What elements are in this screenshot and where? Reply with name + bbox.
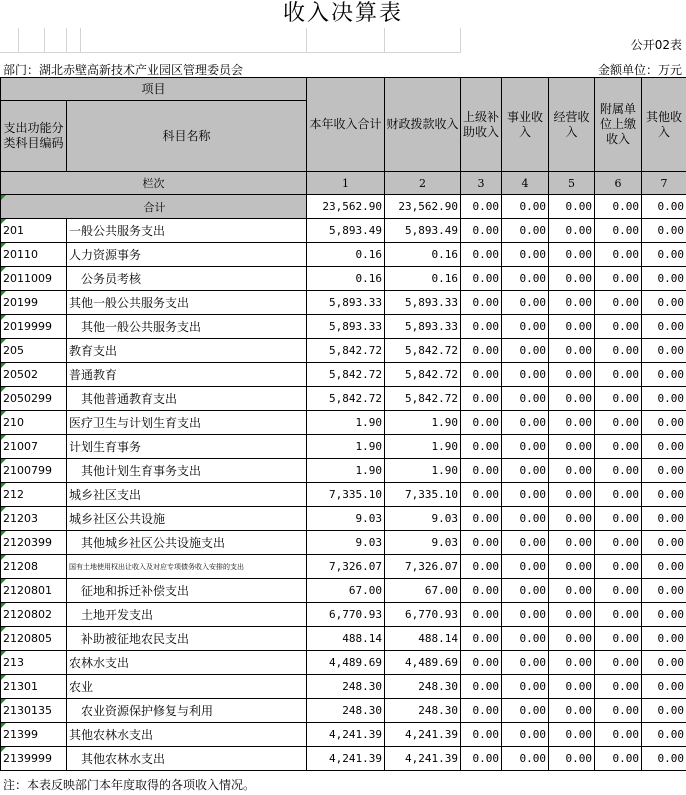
row-value: 0.00 <box>549 579 595 603</box>
row-name: 农业 <box>67 675 307 699</box>
row-value: 0.00 <box>461 483 502 507</box>
row-value: 0.00 <box>549 699 595 723</box>
row-value: 1.90 <box>385 435 461 459</box>
grid-cell <box>66 28 81 53</box>
row-value: 0.00 <box>549 387 595 411</box>
row-value: 0.00 <box>461 387 502 411</box>
table-row <box>1 675 686 699</box>
row-value: 0.00 <box>549 675 595 699</box>
row-value: 0.00 <box>595 219 642 243</box>
row-value: 0.00 <box>595 579 642 603</box>
row-value: 5,893.49 <box>307 219 385 243</box>
row-value: 0.00 <box>502 315 549 339</box>
row-name: 其他农林水支出 <box>67 723 307 747</box>
row-code: 20502 <box>1 363 67 387</box>
row-value: 5,893.33 <box>307 315 385 339</box>
row-value: 0.00 <box>595 411 642 435</box>
table-row <box>1 387 686 411</box>
header-col5: 经营收入 <box>549 78 595 172</box>
row-value: 0.00 <box>642 747 686 771</box>
row-value: 0.00 <box>549 411 595 435</box>
grid-cell <box>44 28 67 53</box>
row-value: 0.00 <box>549 555 595 579</box>
row-value: 0.00 <box>461 747 502 771</box>
row-value: 0.00 <box>595 699 642 723</box>
row-value: 5,842.72 <box>307 363 385 387</box>
row-name: 征地和拆迁补偿支出 <box>67 579 307 603</box>
row-code: 2139999 <box>1 747 67 771</box>
row-code: 2120801 <box>1 579 67 603</box>
row-name: 一般公共服务支出 <box>67 219 307 243</box>
row-value: 0.00 <box>642 507 686 531</box>
row-code: 2019999 <box>1 315 67 339</box>
table-row <box>1 435 686 459</box>
table-row <box>1 699 686 723</box>
col-number: 6 <box>595 172 642 195</box>
row-value: 0.00 <box>595 315 642 339</box>
row-value: 0.00 <box>595 291 642 315</box>
row-value: 0.00 <box>595 675 642 699</box>
row-code: 2100799 <box>1 459 67 483</box>
row-value: 0.00 <box>502 699 549 723</box>
row-value: 1.90 <box>385 459 461 483</box>
row-value: 0.00 <box>595 555 642 579</box>
row-code: 20110 <box>1 243 67 267</box>
total-value: 0.00 <box>549 195 595 219</box>
row-name: 农林水支出 <box>67 651 307 675</box>
row-value: 0.00 <box>461 555 502 579</box>
table-row <box>1 507 686 531</box>
table-row <box>1 459 686 483</box>
row-value: 0.00 <box>461 459 502 483</box>
row-name: 其他计划生育事务支出 <box>67 459 307 483</box>
row-value: 9.03 <box>385 531 461 555</box>
header-lanci: 栏次 <box>1 172 307 195</box>
row-value: 67.00 <box>307 579 385 603</box>
row-value: 7,335.10 <box>385 483 461 507</box>
total-value: 0.00 <box>595 195 642 219</box>
row-name: 补助被征地农民支出 <box>67 627 307 651</box>
row-value: 0.00 <box>461 363 502 387</box>
row-value: 0.16 <box>307 243 385 267</box>
row-name: 土地开发支出 <box>67 603 307 627</box>
row-value: 1.90 <box>307 459 385 483</box>
row-name: 其他一般公共服务支出 <box>67 315 307 339</box>
row-name: 城乡社区公共设施 <box>67 507 307 531</box>
row-code: 2120399 <box>1 531 67 555</box>
row-value: 0.00 <box>502 363 549 387</box>
row-value: 9.03 <box>385 507 461 531</box>
row-name: 计划生育事务 <box>67 435 307 459</box>
row-value: 4,241.39 <box>307 723 385 747</box>
row-value: 0.00 <box>642 555 686 579</box>
row-value: 5,893.33 <box>385 291 461 315</box>
row-value: 0.00 <box>461 411 502 435</box>
row-value: 488.14 <box>307 627 385 651</box>
row-name: 其他农林水支出 <box>67 747 307 771</box>
table-row <box>1 363 686 387</box>
table-row <box>1 219 686 243</box>
row-value: 0.00 <box>595 363 642 387</box>
total-value: 23,562.90 <box>307 195 385 219</box>
row-value: 7,335.10 <box>307 483 385 507</box>
row-value: 0.00 <box>642 459 686 483</box>
total-label: 合计 <box>1 195 307 219</box>
row-value: 0.00 <box>502 411 549 435</box>
header-item: 项目 <box>1 78 307 101</box>
row-value: 0.00 <box>595 507 642 531</box>
row-value: 0.00 <box>461 651 502 675</box>
row-value: 0.00 <box>595 435 642 459</box>
table-row <box>1 315 686 339</box>
row-value: 0.00 <box>595 723 642 747</box>
row-value: 4,489.69 <box>307 651 385 675</box>
unit-label: 金额单位：万元 <box>597 63 682 77</box>
row-value: 0.00 <box>461 675 502 699</box>
row-value: 0.00 <box>502 267 549 291</box>
row-value: 0.00 <box>642 363 686 387</box>
row-value: 0.00 <box>502 723 549 747</box>
row-value: 0.00 <box>595 483 642 507</box>
row-value: 0.00 <box>595 339 642 363</box>
row-value: 0.00 <box>642 627 686 651</box>
row-value: 0.00 <box>502 483 549 507</box>
row-value: 0.00 <box>595 459 642 483</box>
row-code: 201 <box>1 219 67 243</box>
header-col7: 其他收入 <box>642 78 686 172</box>
grid-cell <box>384 28 461 53</box>
row-code: 2120805 <box>1 627 67 651</box>
col-number: 2 <box>385 172 461 195</box>
row-value: 0.00 <box>549 723 595 747</box>
footnote: 注：本表反映部门本年度取得的各项收入情况。 <box>3 778 256 792</box>
table-row <box>1 483 686 507</box>
header-code: 支出功能分类科目编码 <box>1 101 67 172</box>
row-value: 0.00 <box>549 483 595 507</box>
row-value: 0.00 <box>595 627 642 651</box>
total-value: 23,562.90 <box>385 195 461 219</box>
row-value: 0.00 <box>502 507 549 531</box>
row-value: 0.00 <box>642 603 686 627</box>
row-value: 1.90 <box>307 435 385 459</box>
row-value: 0.00 <box>595 267 642 291</box>
row-value: 0.00 <box>502 387 549 411</box>
row-value: 0.00 <box>502 339 549 363</box>
row-value: 0.00 <box>549 531 595 555</box>
row-code: 210 <box>1 411 67 435</box>
table-row <box>1 579 686 603</box>
row-value: 0.00 <box>642 339 686 363</box>
row-value: 0.00 <box>549 507 595 531</box>
row-value: 4,489.69 <box>385 651 461 675</box>
col-number: 5 <box>549 172 595 195</box>
row-value: 0.00 <box>642 435 686 459</box>
row-code: 2050299 <box>1 387 67 411</box>
header-col3: 上级补助收入 <box>461 78 502 172</box>
row-value: 9.03 <box>307 507 385 531</box>
row-value: 0.00 <box>549 435 595 459</box>
row-value: 0.00 <box>502 291 549 315</box>
row-code: 20199 <box>1 291 67 315</box>
row-value: 4,241.39 <box>307 747 385 771</box>
row-code: 21399 <box>1 723 67 747</box>
row-value: 0.00 <box>642 723 686 747</box>
row-value: 0.00 <box>549 603 595 627</box>
row-name: 医疗卫生与计划生育支出 <box>67 411 307 435</box>
row-value: 4,241.39 <box>385 747 461 771</box>
row-code: 2130135 <box>1 699 67 723</box>
row-value: 0.00 <box>642 315 686 339</box>
row-value: 0.00 <box>502 555 549 579</box>
row-value: 0.00 <box>642 291 686 315</box>
header-col2: 财政拨款收入 <box>385 78 461 172</box>
department-label: 部门：湖北赤壁高新技术产业园区管理委员会 <box>3 63 244 77</box>
row-name: 其他普通教育支出 <box>67 387 307 411</box>
row-code: 21203 <box>1 507 67 531</box>
row-value: 248.30 <box>307 699 385 723</box>
table-row <box>1 603 686 627</box>
row-value: 0.00 <box>502 603 549 627</box>
row-value: 0.00 <box>502 459 549 483</box>
row-name: 城乡社区支出 <box>67 483 307 507</box>
header-name: 科目名称 <box>67 101 307 172</box>
row-value: 0.00 <box>595 243 642 267</box>
row-name: 国有土地使用权出让收入及对应专项债务收入安排的支出 <box>67 555 307 579</box>
row-value: 6,770.93 <box>307 603 385 627</box>
row-name: 教育支出 <box>67 339 307 363</box>
row-code: 212 <box>1 483 67 507</box>
col-number: 1 <box>307 172 385 195</box>
row-value: 0.00 <box>502 675 549 699</box>
total-value: 0.00 <box>642 195 686 219</box>
col-number: 3 <box>461 172 502 195</box>
row-value: 0.00 <box>642 675 686 699</box>
row-value: 5,893.33 <box>307 291 385 315</box>
table-row <box>1 339 686 363</box>
table-row <box>1 651 686 675</box>
table-row <box>1 747 686 771</box>
page-title: 收入决算表 <box>282 1 403 26</box>
row-value: 0.00 <box>461 507 502 531</box>
row-value: 0.00 <box>642 267 686 291</box>
grid-cell <box>0 28 19 53</box>
table-row <box>1 555 686 579</box>
row-value: 0.00 <box>595 651 642 675</box>
row-value: 0.00 <box>461 291 502 315</box>
row-name: 公务员考核 <box>67 267 307 291</box>
row-value: 0.00 <box>549 627 595 651</box>
row-code: 2011009 <box>1 267 67 291</box>
row-name: 其他一般公共服务支出 <box>67 291 307 315</box>
row-value: 0.00 <box>595 747 642 771</box>
table-row <box>1 531 686 555</box>
row-value: 0.00 <box>642 579 686 603</box>
row-value: 0.00 <box>461 243 502 267</box>
row-code: 21007 <box>1 435 67 459</box>
row-value: 0.00 <box>461 579 502 603</box>
row-value: 0.00 <box>461 603 502 627</box>
row-value: 0.00 <box>549 219 595 243</box>
row-value: 1.90 <box>307 411 385 435</box>
row-value: 0.00 <box>502 627 549 651</box>
grid-cell <box>306 28 385 53</box>
row-value: 0.00 <box>642 651 686 675</box>
row-value: 1.90 <box>385 411 461 435</box>
row-value: 9.03 <box>307 531 385 555</box>
row-value: 6,770.93 <box>385 603 461 627</box>
row-value: 0.00 <box>502 219 549 243</box>
row-value: 0.00 <box>461 699 502 723</box>
row-value: 248.30 <box>385 699 461 723</box>
row-value: 0.16 <box>385 243 461 267</box>
row-value: 0.00 <box>549 291 595 315</box>
row-value: 5,842.72 <box>307 339 385 363</box>
row-value: 0.00 <box>502 531 549 555</box>
row-value: 67.00 <box>385 579 461 603</box>
row-value: 0.00 <box>461 435 502 459</box>
row-value: 5,842.72 <box>307 387 385 411</box>
row-value: 0.00 <box>642 219 686 243</box>
row-value: 0.00 <box>461 627 502 651</box>
col-number: 7 <box>642 172 686 195</box>
row-value: 0.00 <box>461 315 502 339</box>
row-value: 0.00 <box>595 531 642 555</box>
row-value: 0.16 <box>385 267 461 291</box>
row-value: 0.00 <box>502 243 549 267</box>
row-code: 2120802 <box>1 603 67 627</box>
total-value: 0.00 <box>502 195 549 219</box>
table-row <box>1 267 686 291</box>
row-code: 205 <box>1 339 67 363</box>
row-value: 0.00 <box>549 747 595 771</box>
row-value: 0.00 <box>642 699 686 723</box>
header-col1: 本年收入合计 <box>307 78 385 172</box>
row-value: 0.00 <box>642 531 686 555</box>
row-value: 5,842.72 <box>385 387 461 411</box>
row-value: 0.00 <box>502 435 549 459</box>
row-value: 5,842.72 <box>385 363 461 387</box>
row-value: 7,326.07 <box>385 555 461 579</box>
row-code: 21301 <box>1 675 67 699</box>
header-col4: 事业收入 <box>502 78 549 172</box>
row-code: 21208 <box>1 555 67 579</box>
row-value: 0.00 <box>502 747 549 771</box>
row-value: 0.00 <box>549 363 595 387</box>
grid-cell <box>18 28 45 53</box>
row-value: 5,893.33 <box>385 315 461 339</box>
row-value: 0.00 <box>502 651 549 675</box>
row-name: 农业资源保护修复与利用 <box>67 699 307 723</box>
grid-cell <box>80 28 307 53</box>
row-value: 0.00 <box>549 267 595 291</box>
table-row <box>1 291 686 315</box>
row-value: 0.00 <box>549 315 595 339</box>
income-table <box>0 77 686 771</box>
row-value: 488.14 <box>385 627 461 651</box>
row-name: 普通教育 <box>67 363 307 387</box>
row-value: 248.30 <box>307 675 385 699</box>
row-code: 213 <box>1 651 67 675</box>
row-value: 0.00 <box>595 603 642 627</box>
row-name: 其他城乡社区公共设施支出 <box>67 531 307 555</box>
row-value: 0.00 <box>549 459 595 483</box>
row-value: 0.00 <box>461 531 502 555</box>
table-row <box>1 627 686 651</box>
row-value: 0.00 <box>642 243 686 267</box>
header-col6: 附属单位上缴收入 <box>595 78 642 172</box>
row-value: 248.30 <box>385 675 461 699</box>
row-value: 0.00 <box>461 219 502 243</box>
row-value: 0.00 <box>461 723 502 747</box>
row-value: 0.00 <box>461 267 502 291</box>
row-value: 0.00 <box>502 579 549 603</box>
table-row <box>1 411 686 435</box>
row-value: 5,842.72 <box>385 339 461 363</box>
row-value: 0.00 <box>549 339 595 363</box>
col-number: 4 <box>502 172 549 195</box>
row-value: 4,241.39 <box>385 723 461 747</box>
total-value: 0.00 <box>461 195 502 219</box>
table-row <box>1 243 686 267</box>
row-value: 0.00 <box>642 411 686 435</box>
form-number: 公开02表 <box>630 38 682 52</box>
row-value: 0.00 <box>461 339 502 363</box>
row-value: 0.00 <box>595 387 642 411</box>
total-row <box>1 195 686 219</box>
row-value: 5,893.49 <box>385 219 461 243</box>
row-value: 0.00 <box>642 387 686 411</box>
table-row <box>1 723 686 747</box>
row-value: 0.00 <box>549 243 595 267</box>
row-value: 0.00 <box>549 651 595 675</box>
row-name: 人力资源事务 <box>67 243 307 267</box>
row-value: 7,326.07 <box>307 555 385 579</box>
row-value: 0.00 <box>642 483 686 507</box>
row-value: 0.16 <box>307 267 385 291</box>
